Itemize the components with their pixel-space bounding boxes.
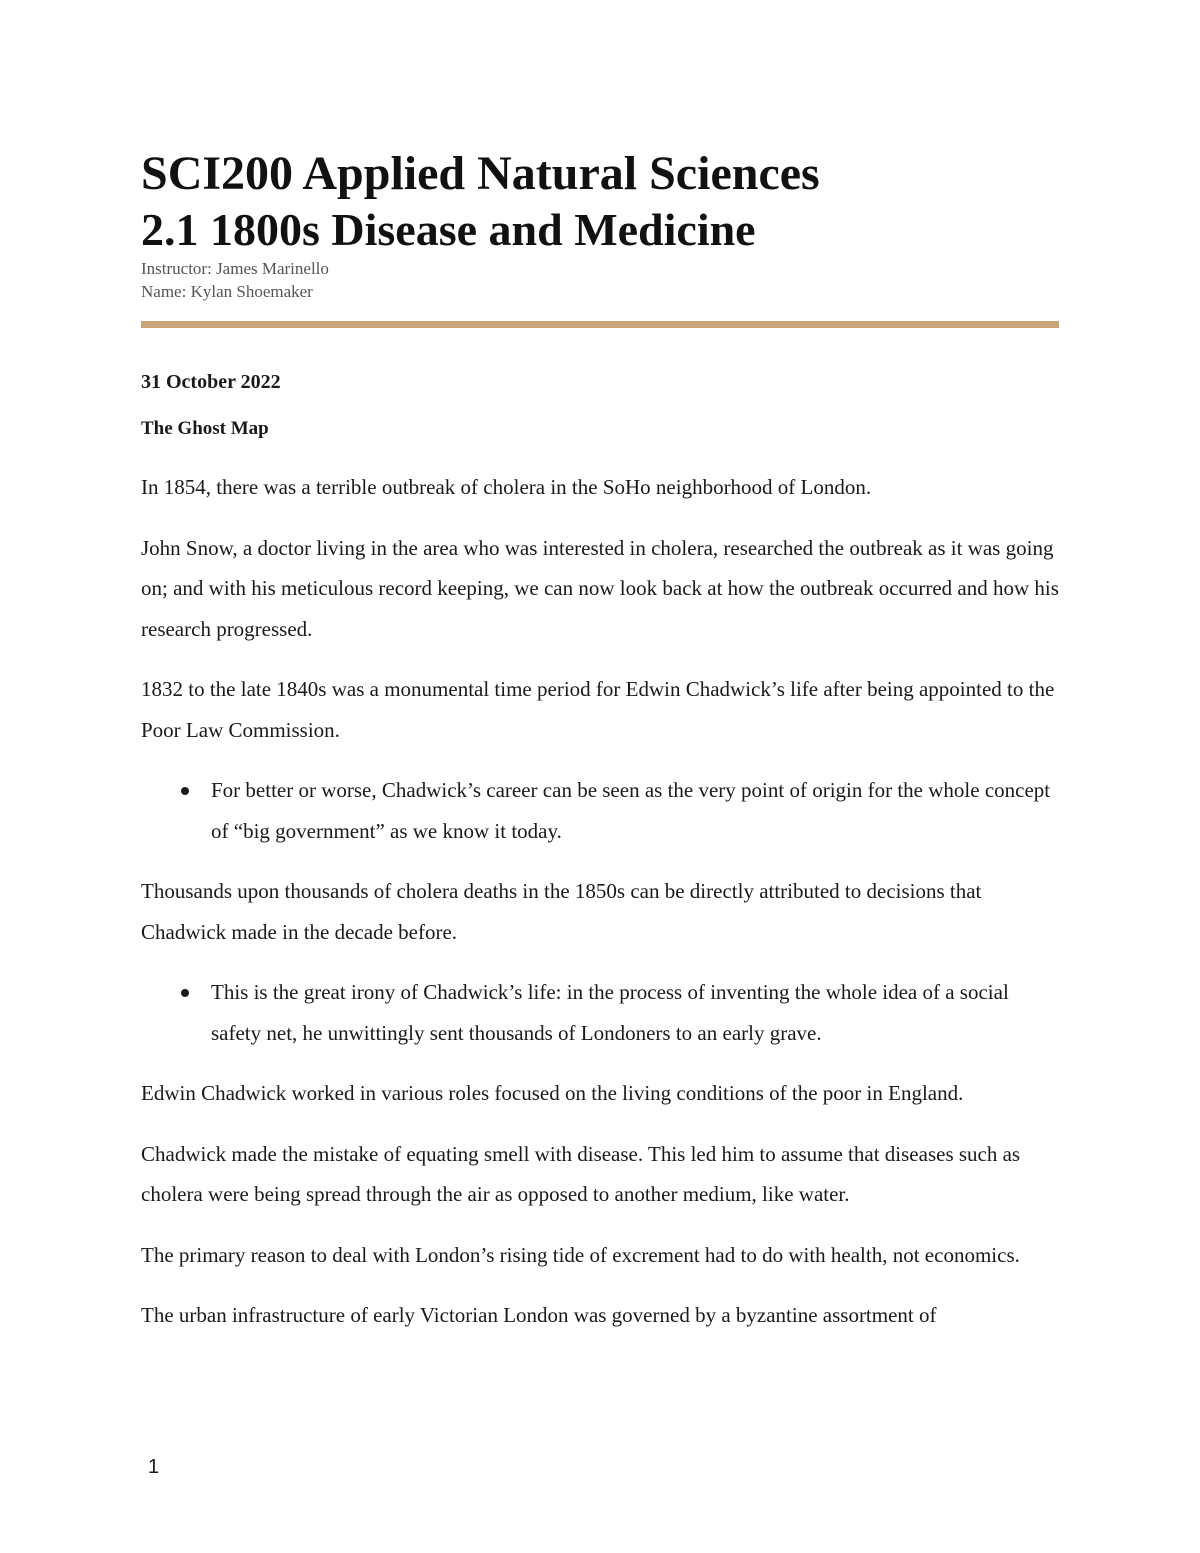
bullet-item [141, 972, 1059, 1053]
bullet-list [141, 770, 1059, 851]
paragraph: In 1854, there was a terrible outbreak of cholera in the SoHo neighborhood of London. [141, 475, 872, 499]
document-subtitle: 2.1 1800s Disease and Medicine [141, 204, 756, 255]
bullet-list [141, 972, 1059, 1053]
bullet-dot-icon [181, 787, 189, 795]
student-name-line: Name: Kylan Shoemaker [141, 282, 313, 301]
bullet-text: This is the great irony of Chadwick’s life: in the process of inventing the whole idea of a social safety net, he unwittingly sent thousands of Londoners to an early grave. [211, 980, 1009, 1045]
section-heading: The Ghost Map [141, 417, 269, 439]
paragraph: The primary reason to deal with London’s rising tide of excrement had to do with health, not economics. [141, 1242, 1020, 1267]
document-date: 31 October 2022 [141, 371, 281, 393]
bullet-item [141, 770, 1059, 851]
document-body [141, 362, 1059, 1356]
paragraph: Chadwick made the mistake of equating smell with disease. This led him to assume that diseases such as cholera were being spread through the air as opposed to another medium, like water. [141, 1141, 1021, 1206]
instructor-line: Instructor: James Marinello [141, 259, 329, 278]
document-header [141, 145, 1059, 303]
document-meta [141, 257, 1059, 303]
page-number: 1 [148, 1456, 160, 1478]
bullet-dot-icon [181, 989, 189, 997]
paragraph: 1832 to the late 1840s was a monumental time period for Edwin Chadwick’s life after being appointed to the Poor Law Commission. [141, 677, 1055, 742]
paragraph: Thousands upon thousands of cholera deaths in the 1850s can be directly attributed to decisions that Chadwick made in the decade before. [141, 879, 982, 944]
header-divider [141, 321, 1059, 328]
paragraph: The urban infrastructure of early Victorian London was governed by a byzantine assortment of [141, 1303, 937, 1327]
paragraph: John Snow, a doctor living in the area who was interested in cholera, researched the outbreak as it was going on; and with his meticulous record keeping, we can now look back at how the outbreak occurred and how his research progressed. [141, 535, 1059, 641]
document-title: SCI200 Applied Natural Sciences [141, 147, 820, 200]
paragraph: Edwin Chadwick worked in various roles focused on the living conditions of the poor in England. [141, 1081, 964, 1105]
bullet-text: For better or worse, Chadwick’s career can be seen as the very point of origin for the whole concept of “big government” as we know it today. [211, 778, 1051, 843]
